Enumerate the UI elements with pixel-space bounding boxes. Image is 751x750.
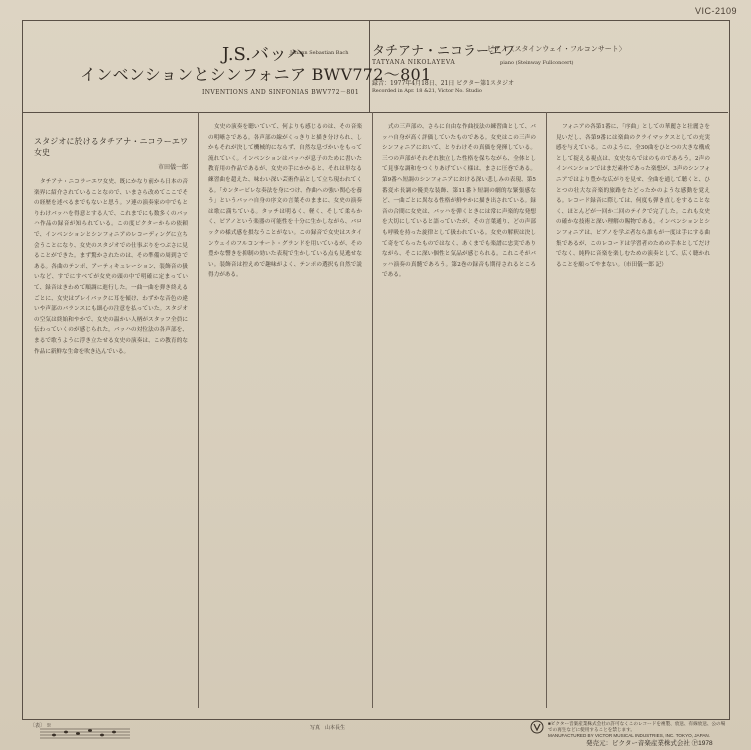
victor-logo-icon [530, 720, 544, 734]
essay-column-2 [208, 122, 362, 692]
catalog-number: VIC-2109 [694, 6, 737, 16]
music-staff-icon [40, 727, 130, 741]
recording-info-en: Recorded in Apr. 18 &21, Victor No. Studio [372, 88, 482, 94]
artist-role: ピアノ〈スタインウェイ・フルコンサート〉 [487, 45, 626, 53]
copyright-notice: ■ビクター音楽産業株式会社の許可なくこのレコードを複製、放送、有線放送、公の場での再生などに使用することを禁じます。 [548, 721, 726, 732]
footer-notice [548, 721, 728, 739]
composer-name: J.S.バッハ [222, 44, 305, 65]
essay-column-1 [34, 122, 188, 692]
recording-info: 録音：1977年4月18日、21日 ビクター第1スタジオ [372, 80, 514, 87]
artist-name-en: TATYANA NIKOLAYEVA [372, 59, 456, 66]
publisher-line: 発売元：ビクター音楽産業株式会社 Ⓟ1978 [586, 740, 713, 747]
essay-paragraph: タチアナ・ニコラーエワ女史、既にかなり前から日本の音楽界に紹介されていることなので、いまさら改めてここでその経歴を述べるまでもないと思う。ソ連の演奏家の中でもとりわけバッハを得意とする人で、これまでにも数多くのバッハ作品の録音が知られている。この度ビクターからの依頼で、インベンションとシンフォニアのレコーディングに立ち会うことになり、女史のスタジオでの仕事ぶりをつぶさに見ることができた。まず驚かされたのは、その準備の周到さである。各曲のテンポ、アーティキュレーション、装飾音の扱いなど、すでにすべてが女史の頭の中で明確に定まっていて、録音はきわめて順調に進行した。一曲一曲を弾き終えるごとに、女史はプレイバックに耳を傾け、わずかな音色の違いや声部のバランスにも細心の注意を払っていた。スタジオの空気は終始和やかで、女史の温かい人柄がスタッフ全員に伝わっていくのが感じられた。バッハの対位法の各声部を、まるで歌うように浮き立たせる女史の演奏は、この教育的な作品に新鮮な生命を吹き込んでいる。 [34, 179, 188, 355]
composer-name-en: Johann Sebastian Bach [290, 50, 349, 56]
essay-title: スタジオに於けるタチアナ・ニコラーエワ女史 [34, 137, 188, 157]
essay-paragraph: 女史の演奏を聴いていて、何よりも感じるのは、その音楽の明晰さである。各声部の線がくっきりと描き分けられ、しかもそれが決して機械的にならず、自然な息づかいをもって流れていく。インベンションはバッハが息子のために書いた教育用の作品であるが、女史の手にかかると、それは単なる練習曲を超えた、味わい深い芸術作品として立ち現われてくる。「カンタービレな奏法を身につけ、作曲への強い関心を養う」というバッハ自身の序文の言葉そのままに、女史の演奏は歌に満ちている。タッチは明るく、軽く、そして柔らかく、ピアノという楽器の可能性を十分に生かしながら、バロックの様式感を損なうことがない。この録音で女史はスタインウェイのフルコンサート・グランドを用いているが、その豊かな響きを抑制の効いた表現で生かしている点も見逃せない。装飾音は控えめで趣味がよく、テンポの選択も自然で説得力がある。 [208, 124, 362, 279]
essay-column-4 [556, 122, 710, 692]
artist-name: タチアナ・ニコラーエワ [372, 44, 516, 59]
essay-paragraph: 式の三声部の、さらに自由な作曲技法の練習曲として、バッハ自身が高く評価していたものである。女史はこの三声のシンフォニアにおいて、とりわけその真価を発揮している。三つの声部がそれぞれ独立した性格を保ちながら、全体として見事な調和をつくりあげていく様は、まさに圧巻である。第9番ヘ短調のシンフォニアにおける深い悲しみの表現、第5番変ホ長調の優美な装飾、第11番ト短調の劇的な緊張感など、一曲ごとに異なる性格が鮮やかに描き出されている。録音の合間に女史は、バッハを弾くときには常に声楽的な発想を大切にしていると語っていたが、その言葉通り、どの声部も呼吸を持った旋律として扱われている。女史の解釈は決して奇をてらったものではなく、あくまでも楽譜に忠実でありながら、そこに深い個性と気品が感じられる。これこそがバッハ演奏の真髄であろう。第2巻の録音も期待されるところである。 [382, 124, 536, 279]
manufacturer-line: MANUFACTURED BY VICTOR MUSICAL INDUSTRIES, INC. TOKYO, JAPAN. [548, 733, 710, 738]
essay-author: 市田儀一郎 [157, 164, 188, 171]
photo-credit: 写真 山本長生 [310, 725, 346, 731]
essay-paragraph: フォニアの各第1番に、「序曲」としての華麗さと壮麗さを見いだし、各第9番には楽曲のクライマックスとしての充実感を与えている。このように、全30曲をひとつの大きな構成として捉える視点は、女史ならではのものであろう。2声のインベンションではまだ素朴であった楽想が、3声のシンフォニアではより豊かな広がりを見せ、全曲を通して聴くと、ひとつの壮大な音楽的旅路をたどったかのような感動を覚える。レコード録音に際しては、何度も弾き直しをすることなく、ほとんどが一回か二回のテイクで完了した。これも女史の確かな技術と深い理解の賜物である。インベンションとシンフォニアは、ピアノを学ぶ者なら誰もが一度は手にする曲集であるが、このレコードは学習者のための手本としてだけでなく、純粋に音楽を楽しむための演奏として、広く聴かれることを願ってやまない。（市田儀一郎 記） [556, 124, 710, 268]
album-title: インベンションとシンフォニア BWV772～801 [80, 65, 432, 84]
essay-column-3 [382, 122, 536, 692]
artist-role-en: piano (Steinway Fullconcert) [500, 60, 574, 66]
album-title-en: INVENTIONS AND SINFONIAS BWV772－801 [202, 89, 360, 96]
page-mark: 〔表〕 ※ [30, 723, 52, 729]
essay-columns [22, 112, 728, 708]
